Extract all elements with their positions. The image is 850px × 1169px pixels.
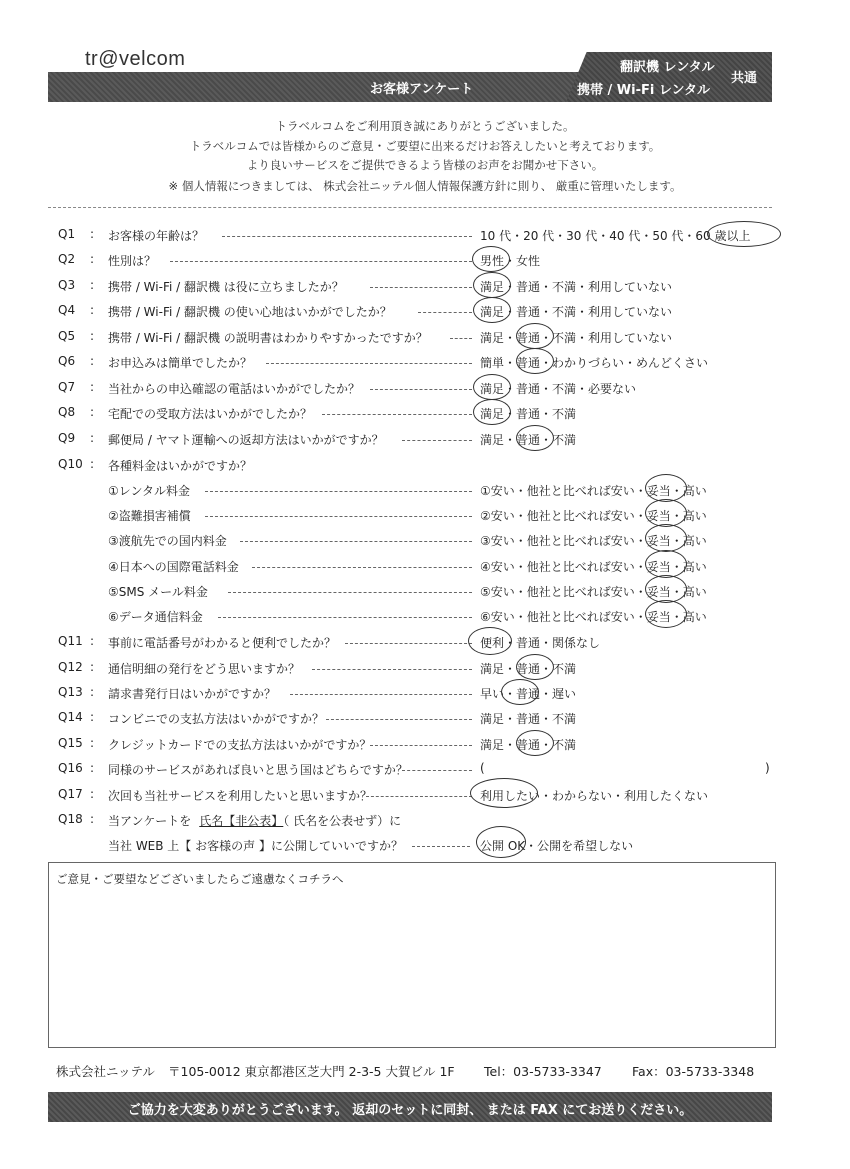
q10-item-theft: ②盗難損害補償 <box>108 509 191 523</box>
q2-options[interactable]: 男性・女性 <box>480 254 541 268</box>
q7-number: Q7 <box>58 380 76 394</box>
q14-question: コンビニでの支払方法はいかがですか？ <box>108 712 325 726</box>
q17-number: Q17 <box>58 787 83 801</box>
q16-paren-close: ) <box>765 761 770 775</box>
q13-answer-circle <box>501 679 539 705</box>
q14-number: Q14 <box>58 710 83 724</box>
q2-question: 性別は？ <box>108 254 157 268</box>
q1-answer-circle <box>707 221 781 247</box>
q9-options[interactable]: 満足・普通・不満 <box>480 433 577 447</box>
q3-question: 携帯 / Wi-Fi / 翻訳機 は役に立ちましたか？ <box>108 280 344 294</box>
q5-number: Q5 <box>58 329 76 343</box>
q10-item-sms: ⑤SMS メール料金 <box>108 585 208 599</box>
q12-question: 通信明細の発行をどう思いますか？ <box>108 662 301 676</box>
company-tel: Tel：03-5733-3347 <box>484 1064 602 1079</box>
section-divider <box>48 207 772 208</box>
intro-line-2: トラベルコムでは皆様からのご意見・ご要望に出来るだけお答えしたいと考えております。 <box>189 139 661 153</box>
q10-question: 各種料金はいかがですか？ <box>108 459 253 473</box>
q7-answer-circle <box>473 374 511 400</box>
q13-options[interactable]: 早い・普通・遅い <box>480 687 577 701</box>
q10-item-rental: ①レンタル料金 <box>108 484 190 498</box>
q8-question: 宅配での受取方法はいかがでしたか？ <box>108 407 313 421</box>
q18-question-line2: 当社 WEB 上【 お客様の声 】に公開していいですか？ <box>108 839 403 853</box>
q15-number: Q15 <box>58 736 83 750</box>
privacy-note: ※ 個人情報につきましては、 株式会社ニッテル個人情報保護方針に則り、 厳重に管理いたします。 <box>168 179 682 193</box>
survey-title: お客様アンケート <box>370 82 474 97</box>
q8-answer-circle <box>473 399 511 425</box>
q4-number: Q4 <box>58 303 76 317</box>
q10-item-sms-answer-circle <box>645 575 687 603</box>
q1-number: Q1 <box>58 227 76 241</box>
q7-options[interactable]: 満足・普通・不満・必要ない <box>480 382 637 396</box>
q8-options[interactable]: 満足・普通・不満 <box>480 407 577 421</box>
q11-options[interactable]: 便利・普通・関係なし <box>480 636 601 650</box>
q8-number: Q8 <box>58 405 76 419</box>
q17-options[interactable]: 利用したい・わからない・利用したくない <box>480 789 709 803</box>
q13-number: Q13 <box>58 685 83 699</box>
company-address: 〒105-0012 東京都港区芝大門 2-3-5 大賀ビル 1F <box>168 1064 455 1079</box>
q10-item-rental-options[interactable]: ①安い・他社と比べれば安い・妥当・高い <box>480 484 707 498</box>
q6-options[interactable]: 簡単・普通・わかりづらい・めんどくさい <box>480 356 709 370</box>
q10-item-rental-answer-circle <box>645 474 687 502</box>
q16-number: Q16 <box>58 761 83 775</box>
q11-question: 事前に電話番号がわかると便利でしたか？ <box>108 636 337 650</box>
q10-item-data: ⑥データ通信料金 <box>108 610 203 624</box>
q12-options[interactable]: 満足・普通・不満 <box>480 662 577 676</box>
q9-question: 郵便局 / ヤマト運輸への返却方法はいかがですか？ <box>108 433 384 447</box>
rental-translator-label: 翻訳機 レンタル <box>620 60 715 75</box>
q15-options[interactable]: 満足・普通・不満 <box>480 738 577 752</box>
q10-item-sms-options[interactable]: ⑤安い・他社と比べれば安い・妥当・高い <box>480 585 707 599</box>
q9-answer-circle <box>516 425 554 451</box>
q11-number: Q11 <box>58 634 83 648</box>
q12-answer-circle <box>516 654 554 680</box>
travelcom-logo: tr@velcom <box>85 48 186 70</box>
q18-number: Q18 <box>58 812 83 826</box>
q10-number: Q10 <box>58 457 83 471</box>
q4-options[interactable]: 満足・普通・不満・利用していない <box>480 305 673 319</box>
q14-options[interactable]: 満足・普通・不満 <box>480 712 577 726</box>
q18-options[interactable]: 公開 OK・公開を希望しない <box>480 839 634 853</box>
comment-label: ご意見・ご要望などございましたらご遠慮なくコチラへ <box>56 872 344 886</box>
q17-answer-circle <box>470 778 538 808</box>
q9-number: Q9 <box>58 431 76 445</box>
intro-line-1: トラベルコムをご利用頂き誠にありがとうございました。 <box>275 119 575 133</box>
q5-options[interactable]: 満足・普通・不満・利用していない <box>480 331 673 345</box>
rental-wifi-label: 携帯 / Wi-Fi レンタル <box>577 83 711 98</box>
q4-answer-circle <box>473 297 511 323</box>
q10-item-intl-call-answer-circle <box>645 550 687 578</box>
intro-line-3: より良いサービスをご提供できるよう皆様のお声をお聞かせ下さい。 <box>246 158 604 172</box>
q10-item-intl-call-options[interactable]: ④安い・他社と比べれば安い・妥当・高い <box>480 560 707 574</box>
comment-box[interactable] <box>48 862 776 1048</box>
q6-number: Q6 <box>58 354 76 368</box>
q3-options[interactable]: 満足・普通・不満・利用していない <box>480 280 673 294</box>
q5-answer-circle <box>516 323 554 349</box>
q18-answer-circle <box>476 826 526 858</box>
q17-question: 次回も当社サービスを利用したいと思いますか？ <box>108 789 373 803</box>
q18-question-line1: 当アンケートを 氏名【非公表】（ 氏名を公表せず）に <box>108 814 402 828</box>
q10-item-theft-answer-circle <box>645 499 687 527</box>
q10-item-local: ③渡航先での国内料金 <box>108 534 227 548</box>
q10-item-intl-call: ④日本への国際電話料金 <box>108 560 239 574</box>
q6-question: お申込みは簡単でしたか？ <box>108 356 253 370</box>
q10-item-data-answer-circle <box>645 600 687 628</box>
q15-answer-circle <box>516 730 554 756</box>
q12-number: Q12 <box>58 660 83 674</box>
q16-paren-open: ( <box>480 761 485 775</box>
q13-question: 請求書発行日はいかがですか？ <box>108 687 277 701</box>
q10-item-theft-options[interactable]: ②安い・他社と比べれば安い・妥当・高い <box>480 509 707 523</box>
q10-item-local-options[interactable]: ③安い・他社と比べれば安い・妥当・高い <box>480 534 707 548</box>
q7-question: 当社からの申込確認の電話はいかがでしたか？ <box>108 382 361 396</box>
q2-answer-circle <box>472 246 510 272</box>
q16-question: 同様のサービスがあれば良いと思う国はどちらですか？ <box>108 763 408 777</box>
q3-answer-circle <box>473 272 511 298</box>
footer-thanks: ご協力を大変ありがとうございます。 返却のセットに同封、 または FAX にてお送りください。 <box>127 1103 693 1118</box>
q1-question: お客様の年齢は？ <box>108 229 205 243</box>
q4-question: 携帯 / Wi-Fi / 翻訳機 の使い心地はいかがでしたか？ <box>108 305 392 319</box>
q11-answer-circle <box>468 627 512 655</box>
q15-question: クレジットカードでの支払方法はいかがですか？ <box>108 738 372 752</box>
q6-answer-circle <box>516 348 554 374</box>
q2-number: Q2 <box>58 252 76 266</box>
q18-name-private: 氏名【非公表】 <box>199 814 284 828</box>
company-name: 株式会社ニッテル <box>56 1064 155 1079</box>
common-label: 共通 <box>731 71 758 86</box>
q3-number: Q3 <box>58 278 76 292</box>
q10-item-data-options[interactable]: ⑥安い・他社と比べれば安い・妥当・高い <box>480 610 707 624</box>
q16-country-input[interactable] <box>495 758 760 778</box>
company-fax: Fax：03-5733-3348 <box>632 1064 755 1079</box>
q10-item-local-answer-circle <box>645 524 687 552</box>
q5-question: 携帯 / Wi-Fi / 翻訳機 の説明書はわかりやすかったですか？ <box>108 331 428 345</box>
q1-options[interactable]: 10 代・20 代・30 代・40 代・50 代・60 歳以上 <box>480 229 751 243</box>
